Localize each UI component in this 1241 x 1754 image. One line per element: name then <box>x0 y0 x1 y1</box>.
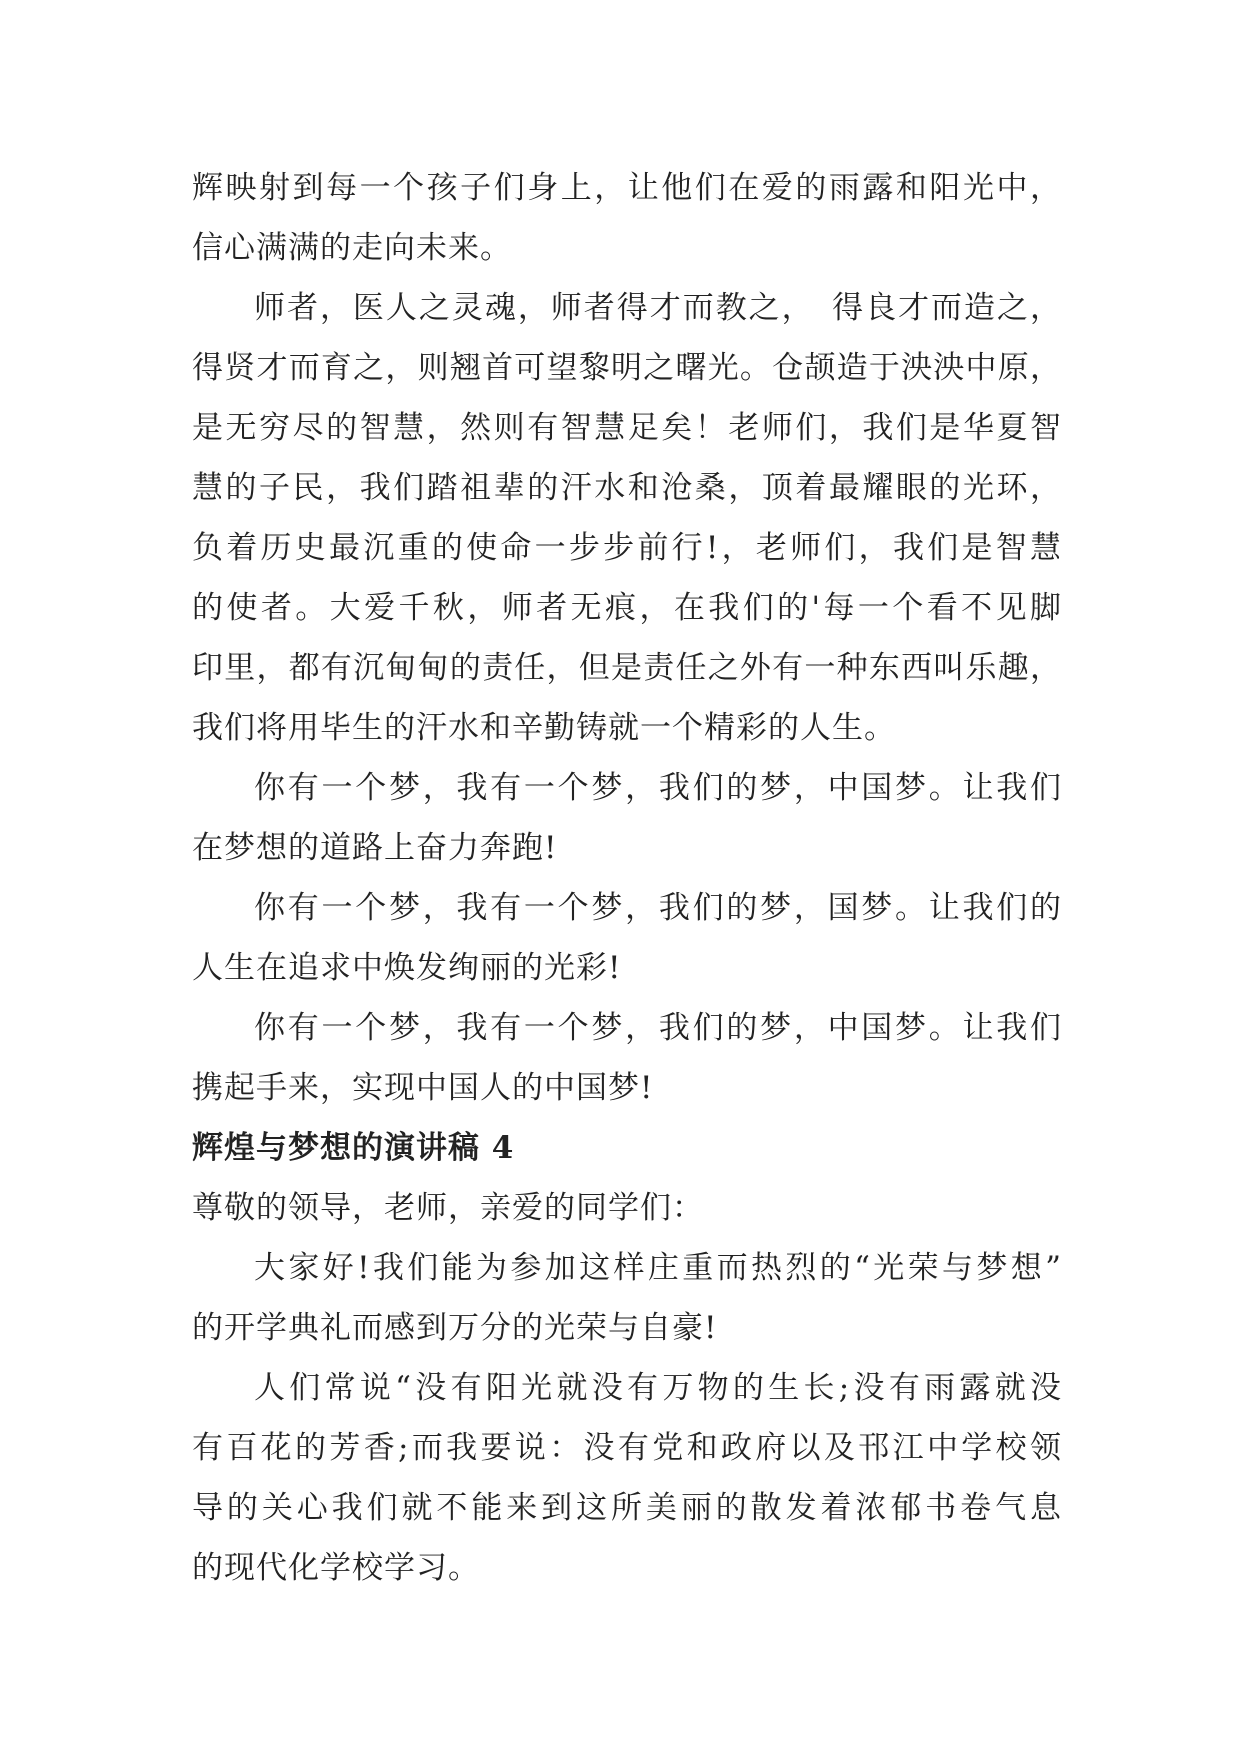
document-body <box>192 158 1062 1598</box>
text-line: 人生在追求中焕发绚丽的光彩! <box>192 950 622 986</box>
text-line: 信心满满的走向未来。 <box>192 230 512 266</box>
paragraph-dream-3 <box>192 998 1062 1118</box>
text-line: 师者，医人之灵魂，师者得才而教之， 得良才而造之， <box>254 290 1062 326</box>
text-line: 慧的子民，我们踏祖辈的汗水和沧桑，顶着最耀眼的光环， <box>192 470 1062 506</box>
text-line: 负着历史最沉重的使命一步步前行!，老师们，我们是智慧 <box>192 530 1062 566</box>
text-line: 有百花的芳香;而我要说：没有党和政府以及邗江中学校领 <box>192 1430 1062 1466</box>
text-line: 印里，都有沉甸甸的责任，但是责任之外有一种东西叫乐趣， <box>192 650 1062 686</box>
text-line: 的开学典礼而感到万分的光荣与自豪! <box>192 1310 718 1346</box>
text-line: 人们常说“没有阳光就没有万物的生长;没有雨露就没 <box>254 1370 1062 1406</box>
text-line: 辉映射到每一个孩子们身上，让他们在爱的雨露和阳光中， <box>192 170 1062 206</box>
text-line: 在梦想的道路上奋力奔跑! <box>192 830 558 866</box>
text-line: 你有一个梦，我有一个梦，我们的梦，中国梦。让我们 <box>254 1010 1062 1046</box>
paragraph-dream-1 <box>192 758 1062 878</box>
text-line: 我们将用毕生的汗水和辛勤铸就一个精彩的人生。 <box>192 710 896 746</box>
paragraph-greeting <box>192 1238 1062 1358</box>
section-heading: 辉煌与梦想的演讲稿 4 <box>192 1130 515 1166</box>
text-line: 你有一个梦，我有一个梦，我们的梦，中国梦。让我们 <box>254 770 1062 806</box>
text-line: 大家好!我们能为参加这样庄重而热烈的“光荣与梦想” <box>254 1250 1062 1286</box>
text-line: 得贤才而育之，则翘首可望黎明之曙光。仓颉造于泱泱中原， <box>192 350 1062 386</box>
paragraph-dream-2 <box>192 878 1062 998</box>
text-line: 你有一个梦，我有一个梦，我们的梦，国梦。让我们的 <box>254 890 1062 926</box>
text-line: 导的关心我们就不能来到这所美丽的散发着浓郁书卷气息 <box>192 1490 1062 1526</box>
text-line: 的现代化学校学习。 <box>192 1550 480 1586</box>
paragraph-sunshine <box>192 1358 1062 1598</box>
text-line: 的使者。大爱千秋，师者无痕，在我们的'每一个看不见脚 <box>192 590 1062 626</box>
text-line: 携起手来，实现中国人的中国梦! <box>192 1070 654 1106</box>
continuation-paragraph <box>192 158 1062 278</box>
text-line: 尊敬的领导，老师，亲爱的同学们： <box>192 1190 704 1226</box>
salutation <box>192 1178 1062 1238</box>
paragraph-teachers <box>192 278 1062 758</box>
text-line: 是无穷尽的智慧，然则有智慧足矣！老师们，我们是华夏智 <box>192 410 1062 446</box>
